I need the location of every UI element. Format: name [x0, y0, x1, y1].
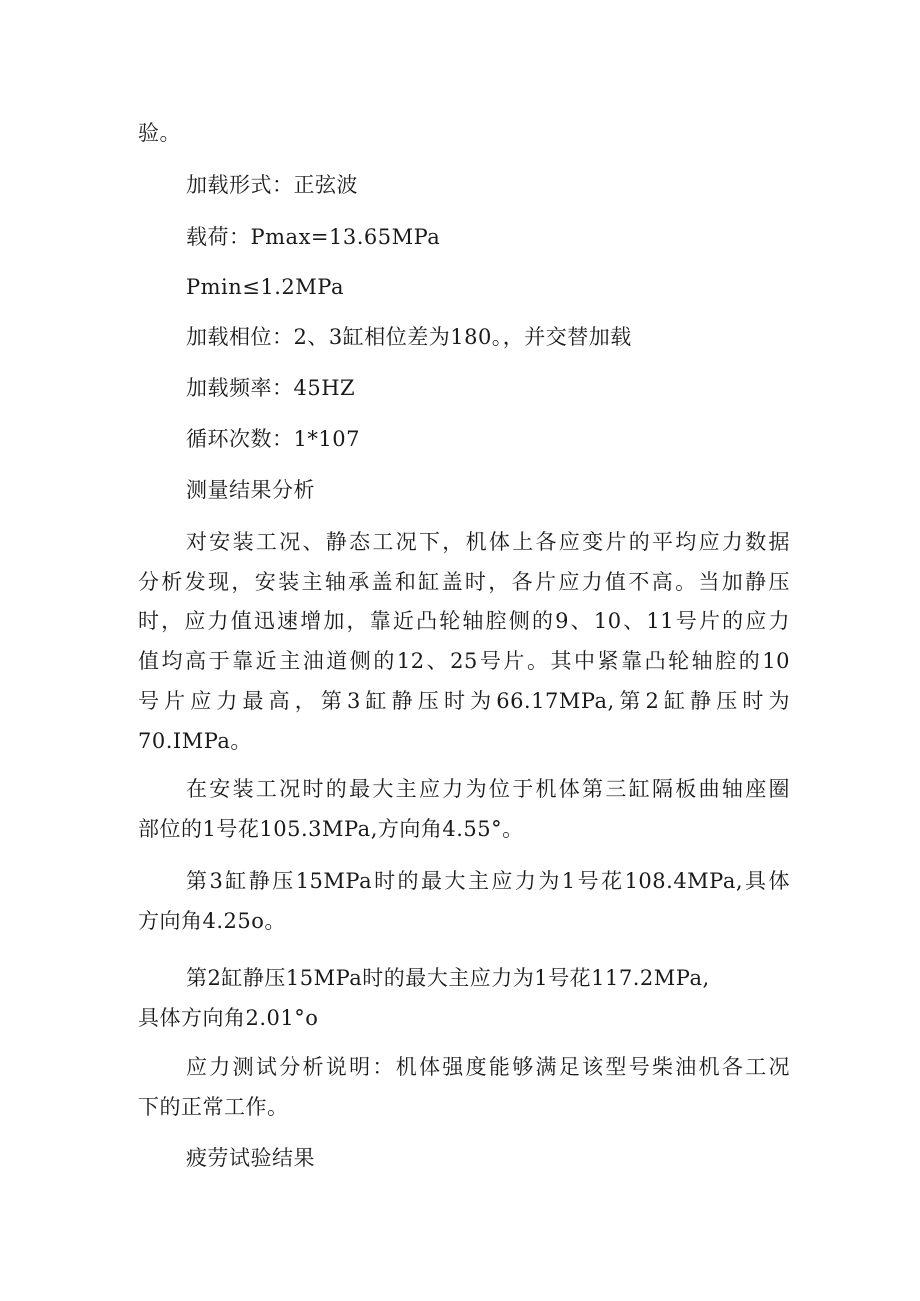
paragraph-line: 应力测试分析说明：机体强度能够满足该型号柴油机各工况 [186, 1055, 790, 1079]
paragraph-line: 具体方向角2.01°o [138, 1006, 319, 1030]
paragraph-line: 对安装工况、静态工况下，机体上各应变片的平均应力数据 [186, 530, 790, 554]
paragraph-line: 在安装工况时的最大主应力为位于机体第三缸隔板曲轴座圈 [186, 777, 790, 801]
paragraph-line: 分析发现，安装主轴承盖和缸盖时，各片应力值不高。当加静压 [138, 570, 790, 594]
paragraph-line: 70.IMPa。 [138, 729, 252, 753]
text-line: Pmin≤1.2MPa [186, 275, 344, 299]
text-line: 加载频率：45HZ [186, 376, 356, 400]
paragraph-line: 时，应力值迅速增加，靠近凸轮轴腔侧的9、10、11号片的应力 [138, 609, 790, 633]
text-line: 验。 [138, 121, 181, 145]
paragraph-line: 号片应力最高，第3缸静压时为66.17MPa,第2缸静压时为 [138, 689, 790, 713]
paragraph-line: 方向角4.25o。 [138, 909, 286, 933]
text-line: 载荷：Pmax=13.65MPa [186, 225, 441, 249]
paragraph-line: 第3缸静压15MPa时的最大主应力为1号花108.4MPa,具体 [186, 869, 790, 893]
text-line: 加载形式：正弦波 [186, 173, 358, 197]
paragraph-line: 值均高于靠近主油道侧的12、25号片。其中紧靠凸轮轴腔的10 [138, 649, 790, 673]
section-heading: 疲劳试验结果 [186, 1146, 315, 1170]
paragraph-line: 部位的1号花105.3MPa,方向角4.55°。 [138, 817, 524, 841]
paragraph-line: 下的正常工作。 [138, 1095, 289, 1119]
text-line: 加载相位：2、3缸相位差为180。，并交替加载 [186, 325, 632, 349]
section-heading: 测量结果分析 [186, 478, 315, 502]
text-line: 循环次数：1*107 [186, 427, 360, 451]
paragraph-line: 第2缸静压15MPa时的最大主应力为1号花117.2MPa, [186, 966, 710, 990]
